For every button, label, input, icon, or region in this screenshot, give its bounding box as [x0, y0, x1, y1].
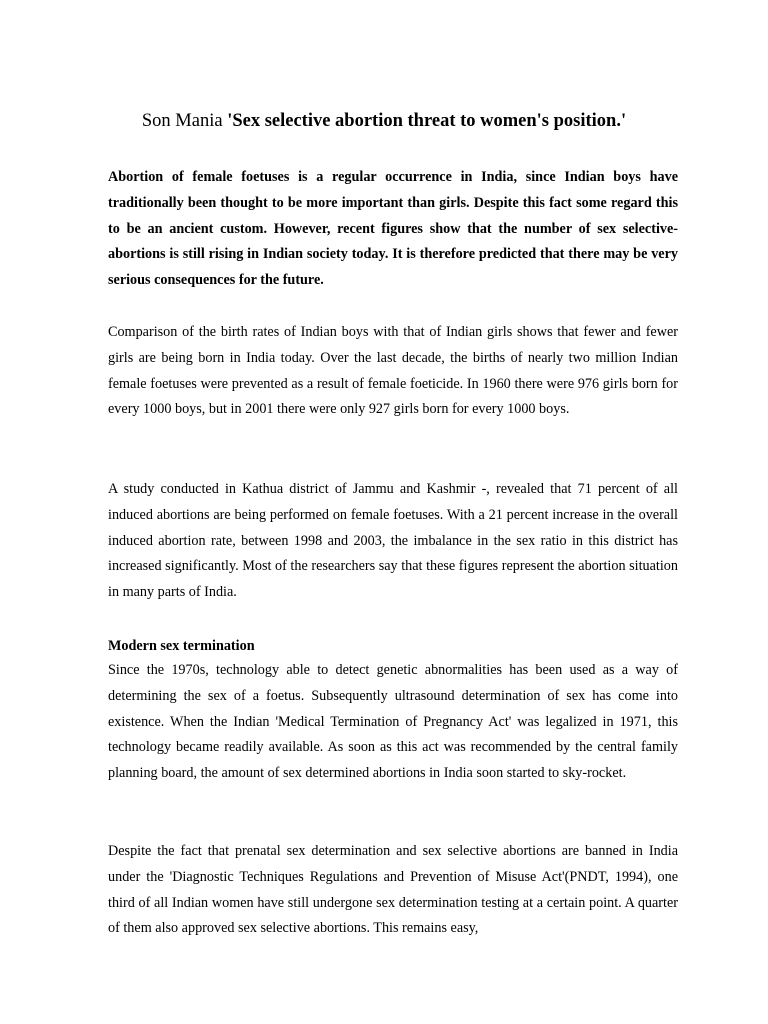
title-prefix: Son Mania	[141, 111, 228, 131]
section-heading: Modern sex termination	[108, 638, 255, 654]
intro-paragraph: Abortion of female foetuses is a regular occurrence in India, since Indian boys have traditionally been thought to be more important than girls. Despite this fact some regard this to be an ancient custom. However, recent figures show that the number of sex selective-abortions is still rising in Indian society today. It is therefore predicted that there may be very serious consequences for the future.	[108, 169, 678, 289]
birth-rates-paragraph: Comparison of the birth rates of Indian boys with that of Indian girls shows that fewer and fewer girls are being born in India today. Over the last decade, the births of nearly two million Indian female foetuses were prevented as a result of female foeticide. In 1960 there were 976 girls born for every 1000 boys, but in 2001 there were only 927 girls born for every 1000 boys.	[108, 324, 678, 418]
document-title	[0, 109, 768, 133]
technology-paragraph: Since the 1970s, technology able to detect genetic abnormalities has been used as a way of determining the sex of a foetus. Subsequently ultrasound determination of sex has come into existence. When the Indian 'Medical Termination of Pregnancy Act' was legalized in 1971, this technology became readily available. As soon as this act was recommended by the central family planning board, the amount of sex determined abortions in India soon started to sky-rocket.	[108, 662, 678, 782]
pndt-act-paragraph: Despite the fact that prenatal sex determination and sex selective abortions are banned in India under the 'Diagnostic Techniques Regulations and Prevention of Misuse Act'(PNDT, 1994), one third of all Indian women have still undergone sex determination testing at a certain point. A quarter of them also approved sex selective abortions. This remains easy,	[108, 843, 678, 937]
kathua-study-paragraph: A study conducted in Kathua district of Jammu and Kashmir -, revealed that 71 percent of all induced abortions are being performed on female foetuses. With a 21 percent increase in the overall induced abortion rate, between 1998 and 2003, the imbalance in the sex ratio in this district has increased significantly. Most of the researchers say that these figures represent the abortion situation in many parts of India.	[108, 481, 678, 601]
title-main: 'Sex selective abortion threat to women's position.'	[227, 111, 627, 131]
